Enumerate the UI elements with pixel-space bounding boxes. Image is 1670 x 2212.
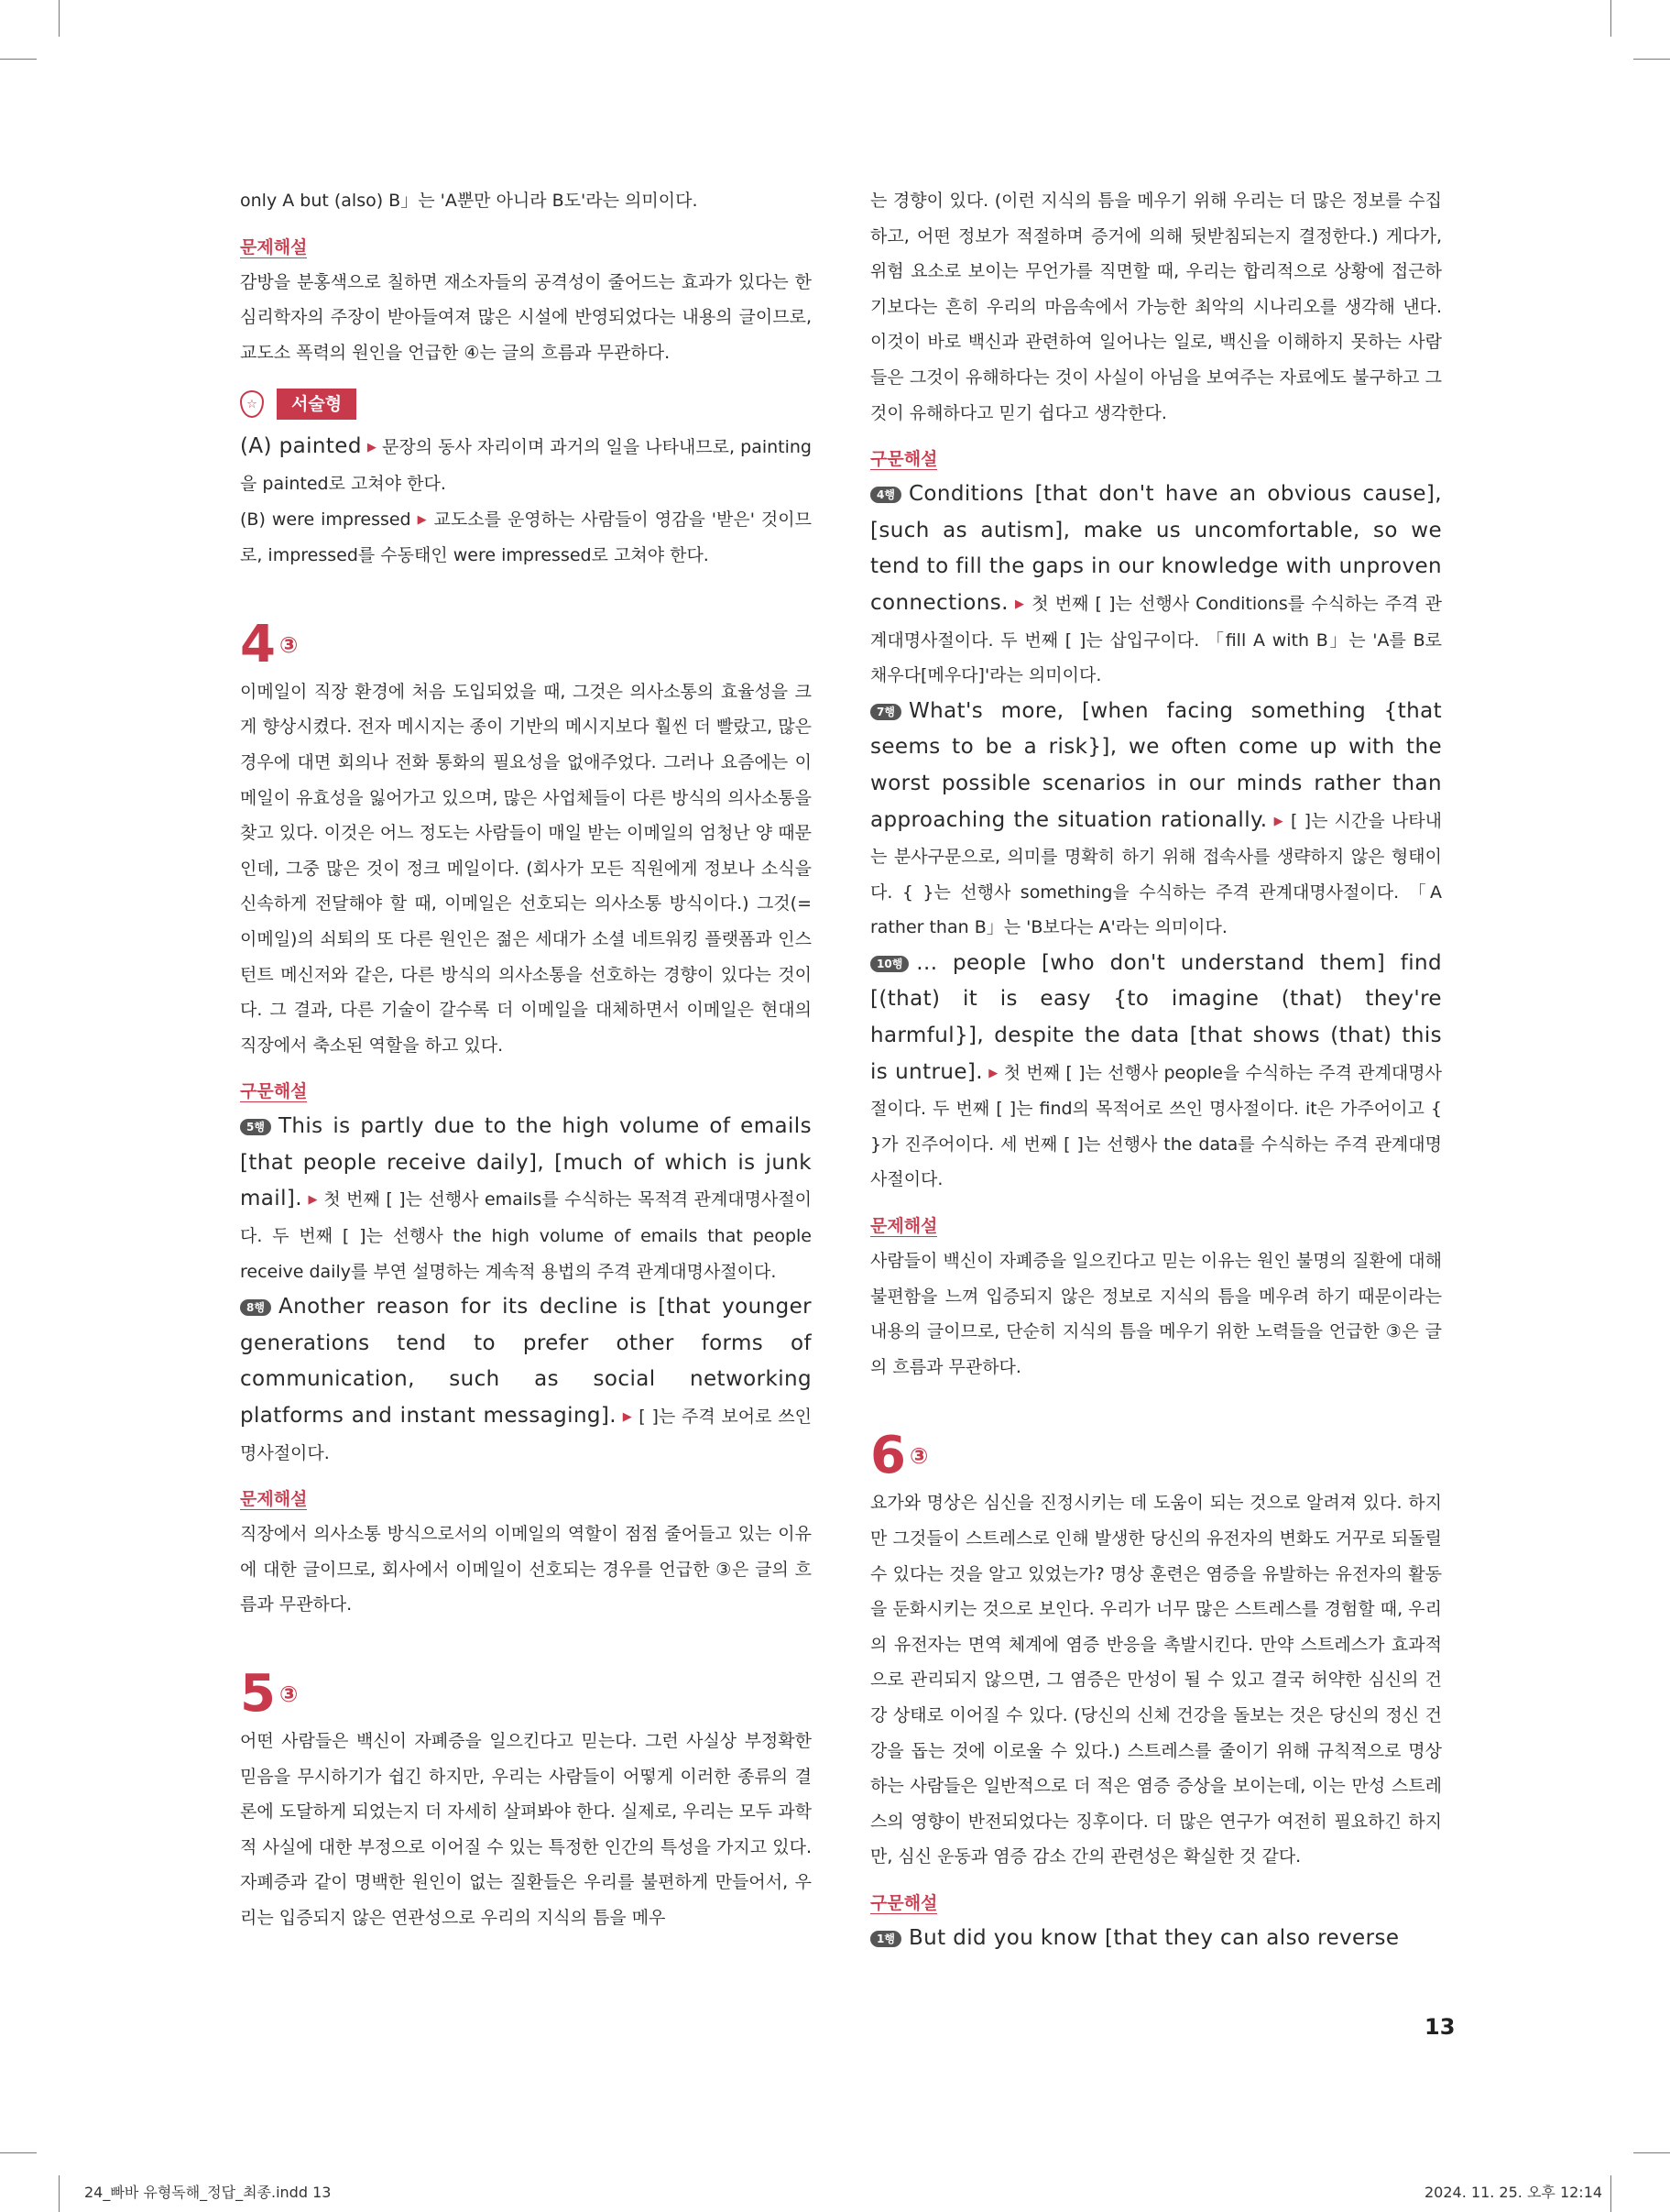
line-tag: 5행 (240, 1119, 271, 1135)
footer-filename: 24_빠바 유형독해_정답_최종.indd 13 (84, 2184, 332, 2201)
footer-timestamp: 2024. 11. 25. 오후 12:14 (1424, 2184, 1603, 2201)
syntax-note: 8행 Another reason for its decline is [that younger generations tend to prefer other forms of communication, such as social networking platforms and instant messaging]. ▶ [ ]는 주격 보어로 쓰인 명사절이다. (240, 1295, 812, 1463)
page-number: 13 (1424, 2014, 1456, 2040)
writing-label: 서술형 (277, 389, 356, 420)
syntax-note: 5행 This is partly due to the high volume of emails [that people receive daily], [much of which is junk mail]. ▶ 첫 번째 [ ]는 선행사 emails를 수식하는 목적격 관계대명사절이다. 두 번째 [ ]는 선행사 the high volume of emails that people receive daily를 부연 설명하는 계속적 용법의 주격 관계대명사절이다. (240, 1114, 812, 1282)
arrow-icon: ▶ (988, 1066, 999, 1080)
translation-text: 는 경향이 있다. (이런 지식의 틈을 메우기 위해 우리는 더 많은 정보를 수집하고, 어떤 정보가 적절하며 증거에 의해 뒷받침되는지 결정한다.) 게다가, 위험 요소로 보이는 무언가를 직면할 때, 우리는 합리적으로 상황에 접근하기보다는 흔히 우리의 마음속에서 가능한 최악의 시나리오를 생각해 낸다. 이것이 바로 백신과 관련하여 일어나는 일로, 백신을 이해하지 못하는 사람들은 그것이 유해하다는 것이 사실이 아님을 보여주는 자료에도 불구하고 그것이 유해하다고 믿기 쉽다고 생각한다. (870, 191, 1442, 423)
syntax-note: 7행 What's more, [when facing something {that seems to be a risk}], we often come up with the worst possible scenarios in our minds rather than approaching the situation rationally. ▶ [ ]는 시간을 나타내는 분사구문으로, 의미를 명확히 하기 위해 접속사를 생략하지 않은 형태이다. { }는 선행사 something을 수식하는 주격 관계대명사절이다. 「A rather than B」는 'B보다는 A'라는 의미이다. (870, 698, 1442, 938)
line-tag: 7행 (870, 704, 901, 720)
question-number: 6 ③ (870, 1426, 929, 1486)
star-pin-icon: ☆ (240, 390, 264, 418)
crop-mark (0, 2152, 37, 2153)
translation-text: 이메일이 직장 환경에 처음 도입되었을 때, 그것은 의사소통의 효율성을 크게 향상시켰다. 전자 메시지는 종이 기반의 메시지보다 훨씬 더 빨랐고, 많은 경우에 대면 회의나 전화 통화의 필요성을 없애주었다. 그러나 요즘에는 이메일이 유효성을 잃어가고 있으며, 많은 사업체들이 다른 방식의 의사소통을 찾고 있다. 이것은 어느 정도는 사람들이 매일 받는 이메일의 엄청난 양 때문인데, 그중 많은 것이 정크 메일이다. (회사가 모든 직원에게 정보나 소식을 신속하게 전달해야 할 때, 이메일은 선호되는 의사소통 방식이다.) 그것(= 이메일)의 쇠퇴의 또 다른 원인은 젊은 세대가 소셜 네트워킹 플랫폼과 인스턴트 메신저와 같은, 다른 방식의 의사소통을 선호하는 경향이 있다는 것이다. 그 결과, 다른 기술이 갈수록 더 이메일을 대체하면서 이메일은 현대의 직장에서 축소된 역할을 하고 있다. (240, 681, 812, 1056)
writing-answer-a: (A) painted ▶ 문장의 동사 자리이며 과거의 일을 나타내므로, painting을 painted로 고쳐야 한다. (240, 434, 812, 494)
arrow-icon: ▶ (366, 441, 377, 455)
solution-heading: 문제해설 (240, 1489, 308, 1510)
writing-answer-b: (B) were impressed ▶ 교도소를 운영하는 사람들이 영감을 '받은' 것이므로, impressed를 수동태인 were impressed로 고쳐야 한다. (240, 509, 812, 566)
solution-heading: 문제해설 (240, 236, 308, 257)
question-number: 4 ③ (240, 614, 299, 674)
solution-text: 사람들이 백신이 자폐증을 일으킨다고 믿는 이유는 원인 불명의 질환에 대해 불편함을 느껴 입증되지 않은 정보로 지식의 틈을 메우려 하기 때문이라는 내용의 글이므로, 단순히 지식의 틈을 메우기 위한 노력들을 언급한 ③은 글의 흐름과 무관하다. (870, 1251, 1442, 1377)
translation-text: 요가와 명상은 심신을 진정시키는 데 도움이 되는 것으로 알려져 있다. 하지만 그것들이 스트레스로 인해 발생한 당신의 유전자의 변화도 거꾸로 되돌릴 수 있다는 것을 알고 있었는가? 명상 훈련은 염증을 유발하는 유전자의 활동을 둔화시키는 것으로 보인다. 우리가 너무 많은 스트레스를 경험할 때, 우리의 유전자는 면역 체계에 염증 반응을 촉발시킨다. 만약 스트레스가 효과적으로 관리되지 않으면, 그 염증은 만성이 될 수 있고 결국 허약한 심신의 건강 상태로 이어질 수 있다. (당신의 신체 건강을 돌보는 것은 당신의 정신 건강을 돕는 것에 이로울 수 있다.) 스트레스를 줄이기 위해 규칙적으로 명상하는 사람들은 일반적으로 더 적은 염증 증상을 보이는데, 이는 만성 스트레스의 영향이 반전되었다는 징후이다. 더 많은 연구가 여전히 필요하긴 하지만, 심신 운동과 염증 감소 간의 관련성은 확실한 것 같다. (870, 1493, 1442, 1867)
question-number: 5 ③ (240, 1664, 299, 1724)
crop-mark (1610, 0, 1611, 37)
right-column (870, 183, 1442, 1957)
line-tag: 8행 (240, 1299, 271, 1316)
syntax-heading: 구문해설 (870, 449, 938, 470)
syntax-heading: 구문해설 (870, 1892, 938, 1913)
crop-mark (59, 2175, 60, 2212)
arrow-icon: ▶ (308, 1193, 318, 1208)
translation-text: 어떤 사람들은 백신이 자폐증을 일으킨다고 믿는다. 그런 사실상 부정확한 믿음을 무시하기가 쉽긴 하지만, 우리는 사람들이 어떻게 이러한 종류의 결론에 도달하게 되었는지 더 자세히 살펴봐야 한다. 실제로, 우리는 모두 과학적 사실에 대한 부정으로 이어질 수 있는 특정한 인간의 특성을 가지고 있다. 자폐증과 같이 명백한 원인이 없는 질환들은 우리를 불편하게 만들어서, 우리는 입증되지 않은 연관성으로 우리의 지식의 틈을 메우 (240, 1731, 812, 1928)
arrow-icon: ▶ (417, 512, 428, 527)
arrow-icon: ▶ (1014, 597, 1026, 611)
writing-section-header (240, 389, 812, 420)
solution-heading: 문제해설 (870, 1216, 938, 1237)
crop-mark (1633, 2152, 1670, 2153)
solution-text: 감방을 분홍색으로 칠하면 재소자들의 공격성이 줄어드는 효과가 있다는 한 심리학자의 주장이 받아들여져 많은 시설에 반영되었다는 내용의 글이므로, 교도소 폭력의 원인을 언급한 ④는 글의 흐름과 무관하다. (240, 271, 812, 363)
arrow-icon: ▶ (1273, 814, 1284, 828)
line-tag: 10행 (870, 956, 909, 972)
crop-mark (59, 0, 60, 37)
left-column (240, 183, 812, 1936)
syntax-heading: 구문해설 (240, 1081, 308, 1102)
line-tag: 4행 (870, 487, 901, 503)
syntax-note: 4행 Conditions [that don't have an obvious cause], [such as autism], make us uncomfortable, so we tend to fill the gaps in our knowledge with unproven connections. ▶ 첫 번째 [ ]는 선행사 Conditions를 수식하는 주격 관계대명사절이다. 두 번째 [ ]는 삽입구이다. 「fill A with B」는 'A를 B로 채우다[메우다]'라는 의미이다. (870, 482, 1442, 686)
line-tag: 1행 (870, 1931, 901, 1947)
carryover-text: only A but (also) B」는 'A뿐만 아니라 B도'라는 의미이다. (240, 191, 698, 211)
crop-mark (1633, 59, 1670, 60)
solution-text: 직장에서 의사소통 방식으로서의 이메일의 역할이 점점 줄어들고 있는 이유에 대한 글이므로, 회사에서 이메일이 선호되는 경우를 언급한 ③은 글의 흐름과 무관하다. (240, 1524, 812, 1615)
arrow-icon: ▶ (622, 1410, 633, 1425)
crop-mark (1610, 2175, 1611, 2212)
crop-mark (0, 59, 37, 60)
syntax-note: 1행 But did you know [that they can also reverse (870, 1921, 1442, 1957)
syntax-note: 10행 ... people [who don't understand them] find [(that) it is easy {to imagine (that) they're harmful}], despite the data [that shows (that) this is untrue]. ▶ 첫 번째 [ ]는 선행사 people을 수식하는 주격 관계대명사절이다. 두 번째 [ ]는 find의 목적어로 쓰인 명사절이다. it은 가주어이고 { }가 진주어이다. 세 번째 [ ]는 선행사 the data를 수식하는 주격 관계대명사절이다. (870, 950, 1442, 1190)
